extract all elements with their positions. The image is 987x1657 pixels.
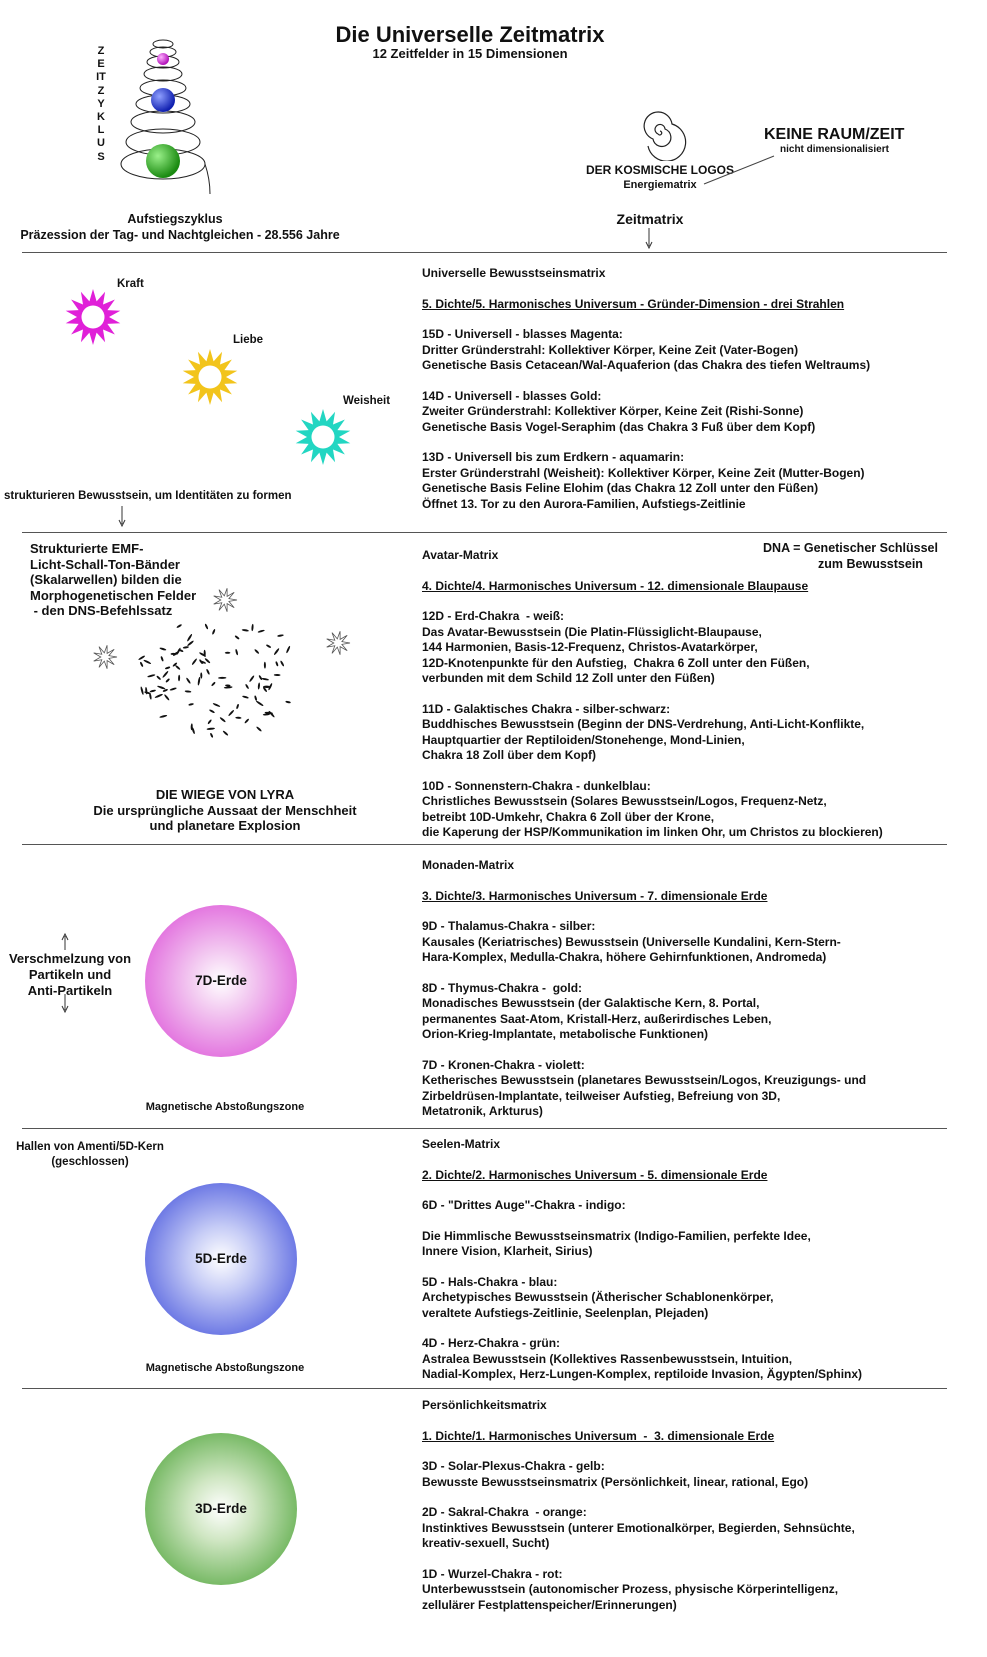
lyra-seed (228, 709, 235, 716)
lyra-seed (149, 689, 156, 692)
lyra-seed (140, 686, 144, 695)
dimension-title: 6D - "Drittes Auge"-Chakra - indigo: (422, 1198, 626, 1212)
lyra-caption (40, 787, 410, 834)
dimension-line: Zirbeldrüsen-Implantate, teilweiser Aufstieg, Befreiung von 3D, (422, 1088, 781, 1103)
lyra-seed (176, 624, 182, 629)
lyra-seed (211, 681, 216, 686)
lyra-seed (257, 629, 264, 633)
dimension-title: 10D - Sonnenstern-Chakra - dunkelblau: (422, 778, 651, 793)
lyra-seed (162, 670, 169, 678)
zeitzyklus-vertical-label: ZEITZYKLUS (96, 45, 106, 163)
lyra-seed (210, 733, 214, 738)
lyra-seed (242, 629, 249, 632)
density-heading: 4. Dichte/4. Harmonisches Universum - 12. dimensionale Blaupause (422, 578, 809, 593)
weisheit-label: Weisheit (343, 395, 391, 407)
page-subtitle: 12 Zeitfelder in 15 Dimensionen (372, 46, 568, 61)
spark-icon (214, 588, 237, 612)
dimension-line: Buddhisches Bewusstsein (Beginn der DNS-Verdrehung, Anti-Licht-Konflikte, (422, 717, 865, 731)
dimension-line: 144 Harmonien, Basis-12-Frequenz, Christos-Avatarkörper, (422, 640, 758, 654)
lyra-seed (169, 687, 176, 691)
earth-7d-label: 7D-Erde (195, 973, 247, 988)
lyra-seed (186, 634, 192, 642)
dimension-line: Hara-Komplex, Medulla-Chakra, höhere Gehirnfunktionen, Andromeda) (422, 950, 827, 964)
cosmic-logos-title: DER KOSMISCHE LOGOS (585, 163, 734, 177)
fusion-line: Anti-Partikeln (27, 983, 113, 998)
dna-line: zum Bewusstsein (818, 556, 923, 571)
lyra-seed (218, 677, 226, 679)
dimension-line: Bewusste Bewusstseinsmatrix (Persönlichkeit, linear, rational, Ego) (422, 1474, 809, 1489)
lyra-seed (264, 662, 266, 669)
divider-1 (22, 252, 947, 253)
lyra-seed (175, 665, 181, 671)
lyra-seed (225, 684, 231, 686)
zeitmatrix-arrow (644, 226, 654, 250)
dimension-title: 7D - Kronen-Chakra - violett: (422, 1057, 585, 1072)
dimension-title: 9D - Thalamus-Chakra - silber: (422, 919, 596, 933)
dimension-line: Hauptquartier der Reptiloiden/Stonehenge, Mond-Linien, (422, 732, 745, 747)
logos-connector-line (700, 150, 780, 190)
dimension-title: 2D - Sakral-Chakra - orange: (422, 1505, 587, 1519)
lyra-seed (159, 714, 167, 718)
matrix-title: Universelle Bewusstseinsmatrix (422, 266, 606, 280)
lyra-seed (234, 635, 239, 640)
dimension-title: 11D - Galaktisches Chakra - silber-schwarz: (422, 701, 671, 716)
fusion-line: Partikeln und (28, 967, 112, 982)
dimension-title: 1D - Wurzel-Chakra - rot: (422, 1566, 563, 1581)
dimension-title: 4D - Herz-Chakra - grün: (422, 1336, 561, 1350)
divider-5 (22, 1388, 947, 1389)
emf-line: Licht-Schall-Ton-Bänder (30, 556, 180, 572)
lyra-seed (186, 677, 192, 684)
section3-text (422, 858, 967, 1120)
lyra-explosion-graphic (80, 575, 370, 775)
lyra-seed (254, 649, 260, 655)
lyra-seed (251, 624, 254, 631)
dimension-line: zellulärer Festplattenspeicher/Erinnerungen) (422, 1597, 677, 1612)
lyra-line: und planetare Explosion (149, 818, 301, 833)
weisheit-star-icon-core (311, 425, 334, 448)
dimension-line: Nadial-Komplex, Herz-Lungen-Komplex, reptiloide Invasion, Ägypten/Sphinx) (422, 1367, 863, 1381)
kraft-label: Kraft (117, 278, 144, 290)
lyra-seed (273, 648, 280, 656)
dimension-line: verbunden mit dem Schild 12 Zoll unter den Füßen) (422, 671, 715, 685)
lyra-seed (235, 717, 241, 719)
lyra-seed (212, 629, 216, 635)
density-heading: 5. Dichte/5. Harmonisches Universum - Gründer-Dimension - drei Strahlen (422, 296, 845, 311)
caption-arrow (117, 504, 127, 528)
lyra-seed (207, 727, 216, 730)
lyra-seed (254, 695, 257, 701)
cosmic-logos-subtitle: Energiematrix (623, 179, 697, 191)
aufstieg-title: Aufstiegszyklus (127, 212, 223, 226)
dimension-line: Erster Gründerstrahl (Weisheit): Kollektiver Körper, Keine Zeit (Mutter-Bogen) (422, 465, 865, 480)
lyra-seed (266, 644, 272, 648)
lyra-seed (245, 684, 250, 690)
lyra-seed (258, 682, 261, 689)
keine-raumzeit-subtitle: nicht dimensionalisiert (780, 144, 889, 155)
dimension-line: betreibt 10D-Umkehr, Chakra 6 Zoll über der Krone, (422, 809, 715, 824)
lyra-seed (165, 666, 171, 670)
dimension-line: Archetypisches Bewusstsein (Ätherischer Schablonenkörper, (422, 1290, 774, 1304)
lyra-seed (219, 717, 226, 723)
dimension-title: 3D - Solar-Plexus-Chakra - gelb: (422, 1459, 605, 1473)
lyra-seed (178, 675, 180, 682)
lyra-seed (139, 662, 143, 668)
keine-raumzeit-title: KEINE RAUM/ZEIT (764, 126, 905, 143)
lyra-title: DIE WIEGE VON LYRA (155, 787, 295, 802)
matrix-title: Monaden-Matrix (422, 858, 515, 872)
aufstieg-subtitle: Präzession der Tag- und Nachtgleichen - 28.556 Jahre (20, 228, 340, 242)
dimension-line: Instinktives Bewusstsein (unterer Emotionalkörper, Begierden, Sehnsüchte, (422, 1520, 855, 1535)
lyra-seed (212, 702, 220, 707)
dna-line: DNA = Genetischer Schlüssel (763, 541, 938, 555)
lyra-seed (275, 661, 279, 667)
divider-2 (22, 532, 947, 533)
lyra-seed (185, 690, 192, 693)
section4-text (422, 1137, 967, 1383)
dimension-title: 8D - Thymus-Chakra - gold: (422, 980, 583, 995)
lyra-seed (280, 660, 285, 667)
dimension-line: Christliches Bewusstsein (Solares Bewusstsein/Logos, Frequenz-Netz, (422, 794, 827, 808)
amenti-line: Hallen von Amenti/5D-Kern (16, 1141, 164, 1153)
dimension-title: 12D - Erd-Chakra - weiß: (422, 609, 565, 623)
lyra-seed (191, 658, 197, 665)
lyra-seed (204, 623, 208, 629)
dimension-line: Innere Vision, Klarheit, Sirius) (422, 1244, 593, 1258)
lyra-seed (244, 718, 250, 724)
lyra-seed (206, 669, 211, 675)
dimension-line: Astralea Bewusstsein (Kollektives Rassenbewusstsein, Intuition, (422, 1351, 793, 1366)
lyra-seed (157, 685, 166, 690)
liebe-star-icon-core (198, 365, 221, 388)
earth-5d-label: 5D-Erde (195, 1251, 247, 1266)
amenti-label (0, 1140, 180, 1170)
section5-text (422, 1398, 967, 1613)
page-title: Die Universelle Zeitmatrix (335, 22, 605, 47)
lyra-seed (160, 656, 164, 662)
emf-line: (Skalarwellen) bilden die (30, 572, 182, 587)
dimension-line: Genetische Basis Vogel-Seraphim (das Chakra 3 Fuß über dem Kopf) (422, 419, 816, 434)
repulsion-zone-label: Magnetische Abstoßungszone (145, 1101, 305, 1113)
dimension-line: Orion-Krieg-Implantate, metabolische Funktionen) (422, 1027, 709, 1041)
dimension-title: 13D - Universell bis zum Erdkern - aquamarin: (422, 450, 685, 464)
dimension-line: Chakra 18 Zoll über dem Kopf) (422, 748, 597, 762)
lyra-seed (156, 675, 161, 680)
lyra-seed (209, 709, 215, 714)
density-heading: 1. Dichte/1. Harmonisches Universum - 3. dimensionale Erde (422, 1428, 775, 1443)
lyra-seed (249, 675, 255, 682)
section1-caption: strukturieren Bewusstsein, um Identitäten zu formen (4, 490, 292, 502)
spark-icon (94, 645, 117, 669)
lyra-seed (165, 678, 170, 683)
divider-3 (22, 844, 947, 845)
kraft-star-icon-core (81, 305, 104, 328)
lyra-seed (225, 652, 231, 654)
lyra-seed (256, 726, 262, 732)
density-heading: 2. Dichte/2. Harmonisches Universum - 5. dimensionale Erde (422, 1167, 768, 1182)
dimension-line: Genetische Basis Feline Elohim (das Chakra 12 Zoll unter den Füßen) (422, 481, 819, 495)
dimension-line: 12D-Knotenpunkte für den Aufstieg, Chakra 6 Zoll unter den Füßen, (422, 655, 810, 670)
dimension-line: Das Avatar-Bewusstsein (Die Platin-Flüssiglicht-Blaupause, (422, 624, 762, 639)
lyra-seed (154, 693, 163, 698)
lyra-seed (197, 677, 200, 686)
lyra-line: Die ursprüngliche Aussaat der Menschheit (93, 802, 357, 818)
emf-line: - den DNS-Befehlssatz (30, 603, 173, 618)
lyra-seed (159, 647, 166, 651)
lyra-seed (285, 701, 291, 704)
lyra-seed (258, 675, 262, 681)
dimension-title: 14D - Universell - blasses Gold: (422, 388, 602, 403)
spark-icon (327, 631, 350, 655)
founder-rays-stars (60, 285, 390, 475)
lyra-seed (286, 645, 291, 653)
dimension-line: Genetische Basis Cetacean/Wal-Aquaferion (das Chakra des tiefen Weltraums) (422, 358, 871, 372)
amenti-line: (geschlossen) (51, 1156, 129, 1168)
lyra-seed (236, 704, 240, 710)
lyra-seed (242, 695, 249, 699)
emf-line: Strukturierte EMF- (30, 541, 144, 556)
dimension-line: Metatronik, Arkturus) (422, 1104, 543, 1118)
zeitmatrix-label: Zeitmatrix (616, 211, 684, 227)
dimension-line: permanentes Saat-Atom, Kristall-Herz, außerirdisches Leben, (422, 1011, 772, 1026)
density-heading: 3. Dichte/3. Harmonisches Universum - 7. dimensionale Erde (422, 888, 768, 903)
lyra-seed (277, 634, 284, 637)
fusion-label (0, 951, 140, 999)
lyra-seed (143, 659, 151, 664)
dimension-line: Kausales (Keriatrisches) Bewusstsein (Universelle Kundalini, Kern-Stern- (422, 934, 841, 949)
dimension-line: Zweiter Gründerstrahl: Kollektiver Körper, Keine Zeit (Rishi-Sonne) (422, 404, 804, 418)
dimension-line: Unterbewusstsein (autonomischer Prozess, physische Körperintelligenz, (422, 1582, 839, 1596)
section2-text (422, 548, 967, 841)
lyra-seed (138, 655, 146, 661)
lyra-seed (207, 719, 212, 725)
ascension-spiral-graphic (110, 34, 220, 199)
liebe-label: Liebe (233, 334, 264, 346)
matrix-title: Avatar-Matrix (422, 548, 499, 562)
dimension-line: Öffnet 13. Tor zu den Aurora-Familien, Aufstiegs-Zeitlinie (422, 496, 746, 511)
lyra-seed (183, 646, 189, 649)
earth-3d-label: 3D-Erde (195, 1501, 247, 1516)
dimension-title: 15D - Universell - blasses Magenta: (422, 327, 623, 341)
lyra-seed (274, 674, 281, 676)
lyra-seed (188, 703, 194, 706)
repulsion-zone-label: Magnetische Abstoßungszone (145, 1362, 305, 1374)
dimension-line: Ketherisches Bewusstsein (planetares Bewusstsein/Logos, Kreuzigungs- und (422, 1073, 867, 1087)
emf-line: Morphogenetischen Felder (30, 587, 197, 603)
dimension-line: veraltete Aufstiegs-Zeitlinie, Seelenplan, Plejaden) (422, 1305, 709, 1320)
lyra-seed (255, 700, 263, 707)
dimension-line: Monadisches Bewusstsein (der Galaktische Kern, 8. Portal, (422, 996, 760, 1010)
dimension-line: die Kaperung der HSP/Kommunikation im linken Ohr, um Christos zu blockieren) (422, 825, 883, 839)
lyra-seed (235, 649, 239, 656)
lyra-seed (261, 678, 269, 681)
fusion-line: Verschmelzung von (8, 951, 132, 966)
dimension-line: Die Himmlische Bewusstseinsmatrix (Indigo-Familien, perfekte Idee, (422, 1228, 811, 1243)
section1-text (422, 266, 967, 512)
lyra-seed (200, 672, 202, 678)
lyra-seed (222, 730, 228, 736)
matrix-title: Persönlichkeitsmatrix (422, 1398, 547, 1412)
cosmic-logos-spiral-icon (630, 105, 690, 161)
dimension-line: kreativ-sexuell, Sucht) (422, 1536, 550, 1550)
lyra-seed (164, 694, 170, 701)
divider-4 (22, 1128, 947, 1129)
dimension-line: Dritter Gründerstrahl: Kollektiver Körper, Keine Zeit (Vater-Bogen) (422, 342, 799, 357)
lyra-seed (147, 674, 155, 678)
dimension-title: 5D - Hals-Chakra - blau: (422, 1274, 558, 1289)
matrix-title: Seelen-Matrix (422, 1137, 501, 1151)
